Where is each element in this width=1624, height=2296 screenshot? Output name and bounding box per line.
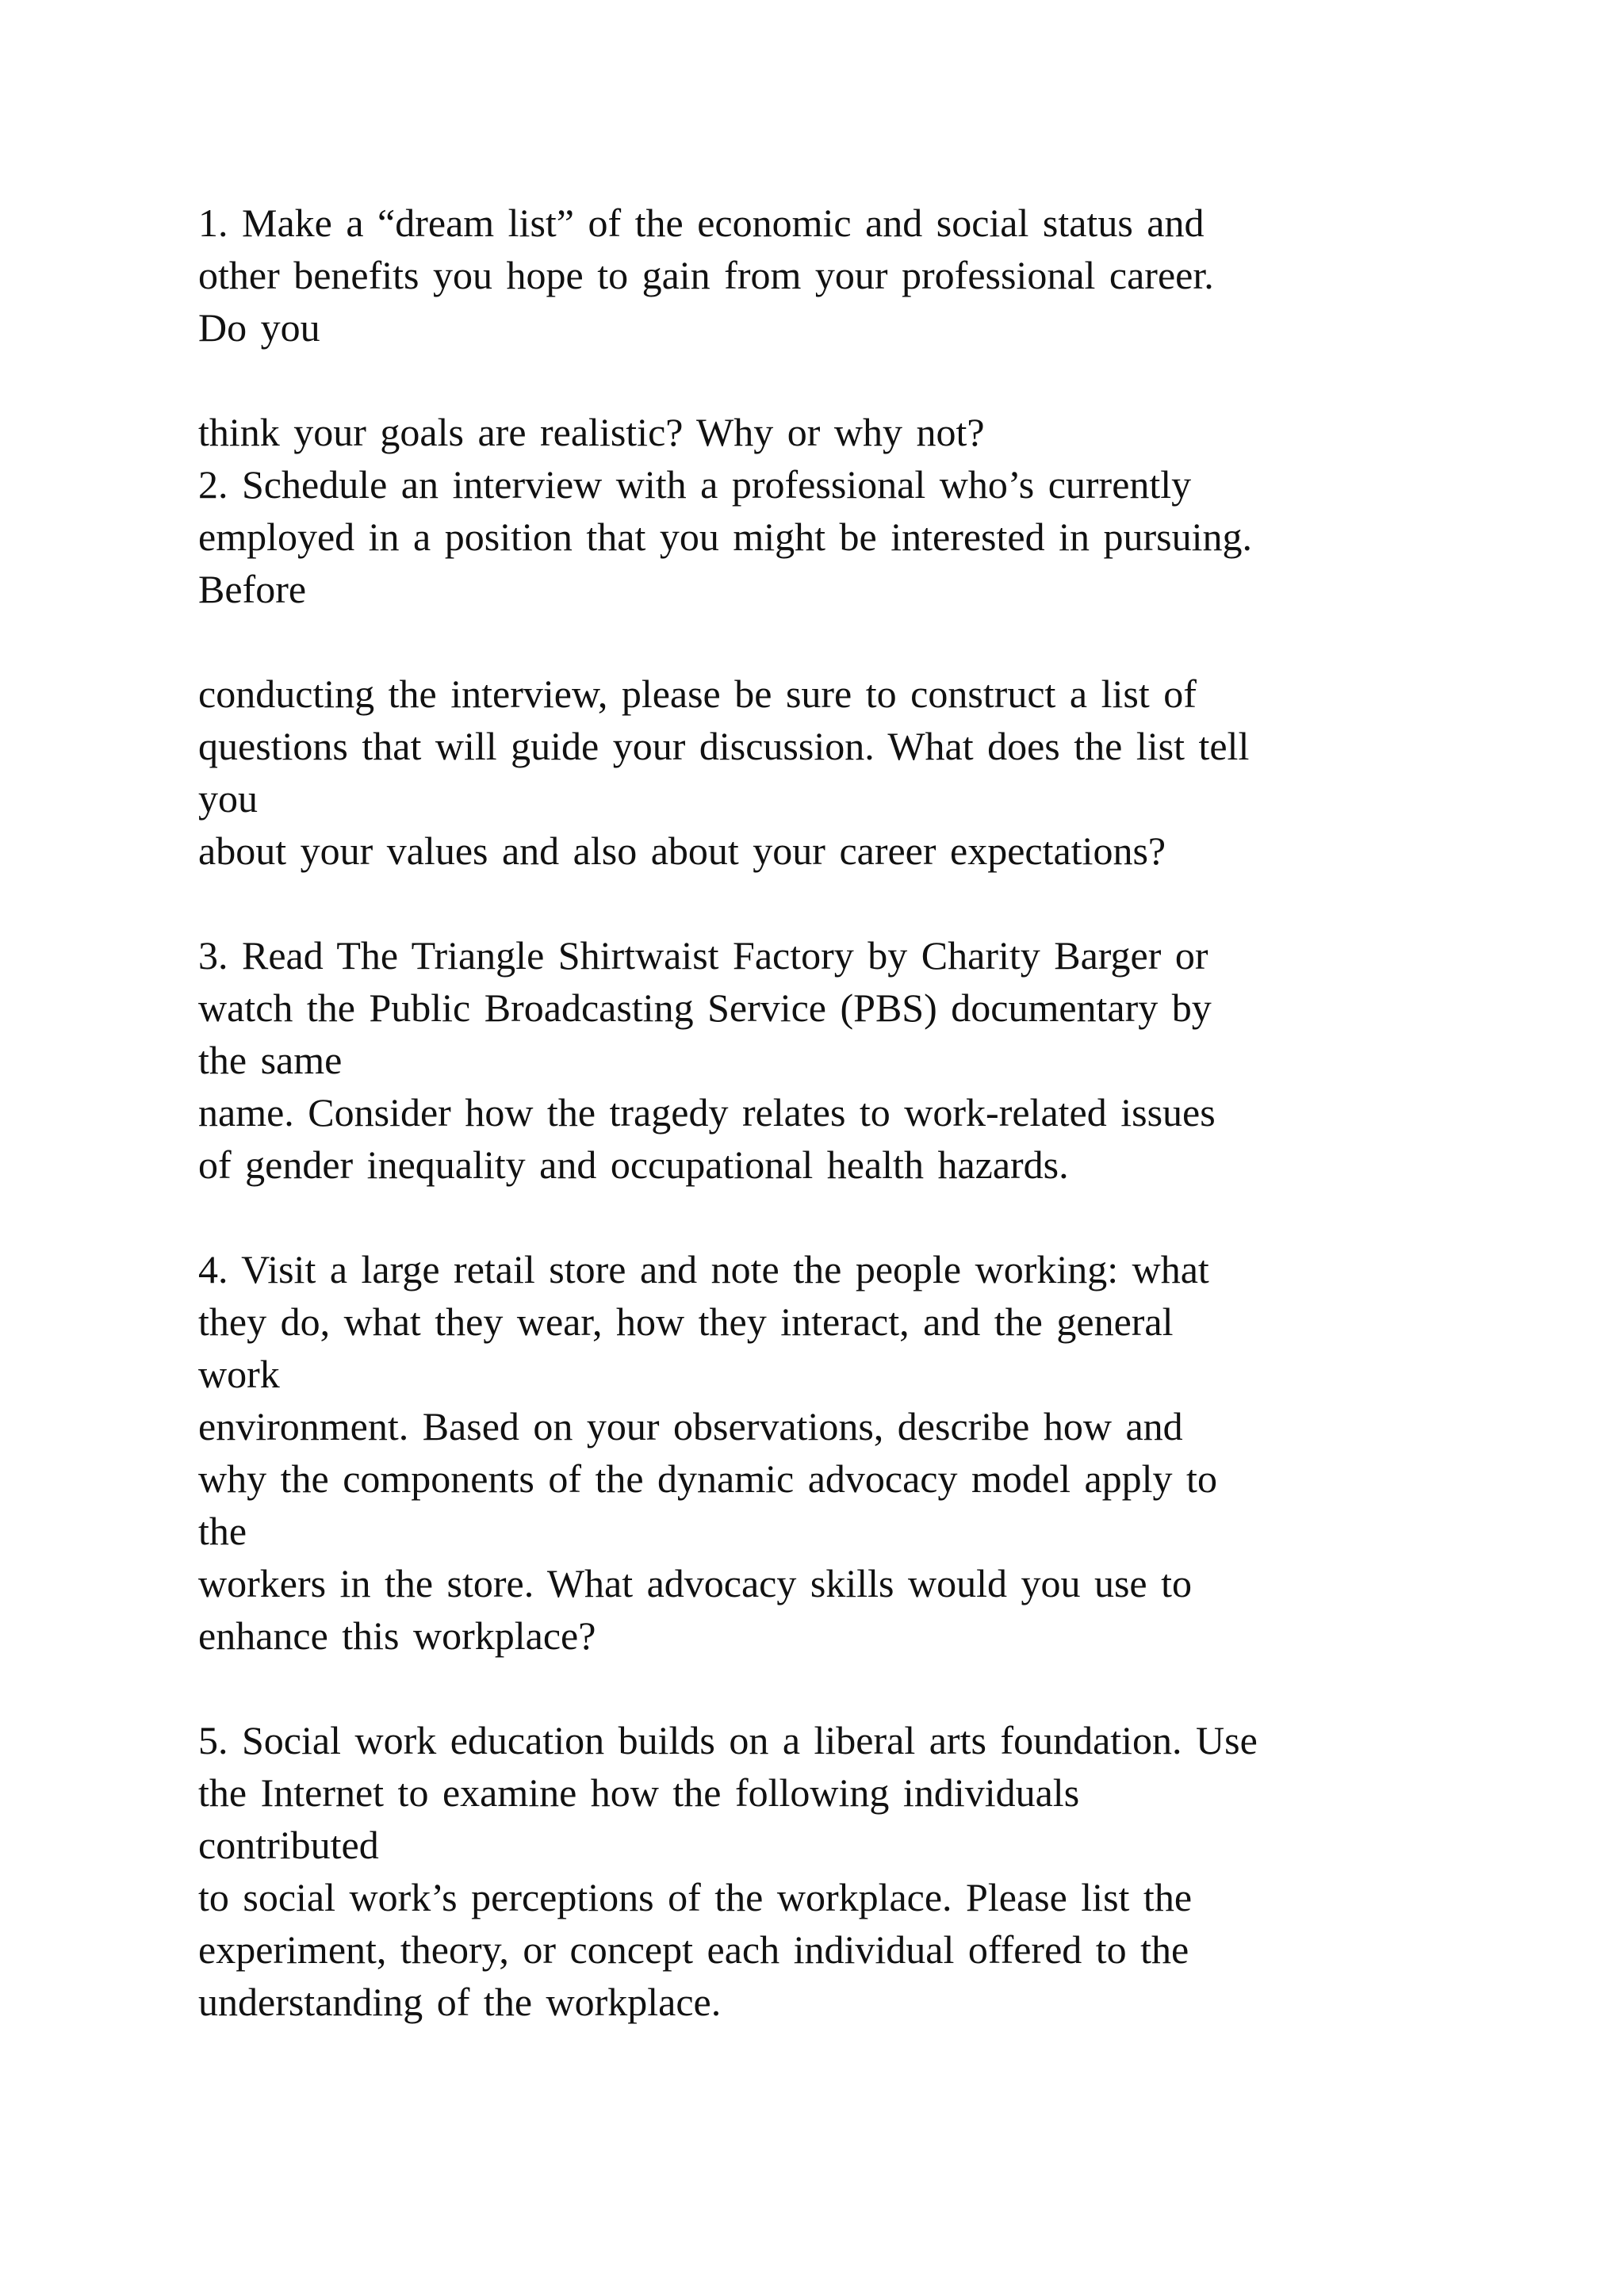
text-line: they do, what they wear, how they interact, and the general: [198, 1299, 1174, 1344]
text-line: Do you: [198, 305, 320, 350]
text-line: 2. Schedule an interview with a professional who’s currently: [198, 462, 1192, 507]
blank-line: [198, 877, 1562, 929]
blank-line: [198, 1191, 1562, 1243]
text-line: employed in a position that you might be interested in pursuing.: [198, 515, 1252, 559]
text-line: enhance this workplace?: [198, 1613, 596, 1658]
text-line: experiment, theory, or concept each individual offered to the: [198, 1927, 1189, 1972]
text-line: the Internet to examine how the following individuals: [198, 1770, 1080, 1815]
text-line: why the components of the dynamic advocacy model apply to: [198, 1456, 1217, 1501]
text-line: understanding of the workplace.: [198, 1980, 722, 2024]
text-line: 3. Read The Triangle Shirtwaist Factory by Charity Barger or: [198, 933, 1208, 978]
text-line: 4. Visit a large retail store and note the people working: what: [198, 1247, 1209, 1292]
text-line: of gender inequality and occupational health hazards.: [198, 1142, 1069, 1187]
text-line: questions that will guide your discussion. What does the list tell: [198, 724, 1250, 768]
blank-line: [198, 1662, 1562, 1714]
text-line: 5. Social work education builds on a liberal arts foundation. Use: [198, 1718, 1258, 1762]
text-line: name. Consider how the tragedy relates to work-related issues: [198, 1090, 1216, 1135]
text-line: the same: [198, 1038, 343, 1082]
text-line: other benefits you hope to gain from your professional career.: [198, 253, 1214, 297]
text-line: 1. Make a “dream list” of the economic and social status and: [198, 201, 1205, 245]
text-line: think your goals are realistic? Why or why not?: [198, 410, 985, 454]
text-line: about your values and also about your career expectations?: [198, 828, 1166, 873]
text-line: conducting the interview, please be sure to construct a list of: [198, 672, 1197, 716]
blank-line: [198, 354, 1562, 406]
blank-line: [198, 615, 1562, 668]
document-text: [198, 197, 1562, 2028]
text-line: environment. Based on your observations, describe how and: [198, 1404, 1183, 1448]
text-line: watch the Public Broadcasting Service (PBS) documentary by: [198, 985, 1212, 1030]
text-line: the: [198, 1509, 247, 1553]
text-line: you: [198, 776, 258, 821]
text-line: work: [198, 1352, 280, 1396]
text-line: workers in the store. What advocacy skills would you use to: [198, 1561, 1193, 1605]
text-line: to social work’s perceptions of the workplace. Please list the: [198, 1875, 1193, 1919]
text-line: Before: [198, 567, 307, 611]
text-line: contributed: [198, 1823, 379, 1867]
